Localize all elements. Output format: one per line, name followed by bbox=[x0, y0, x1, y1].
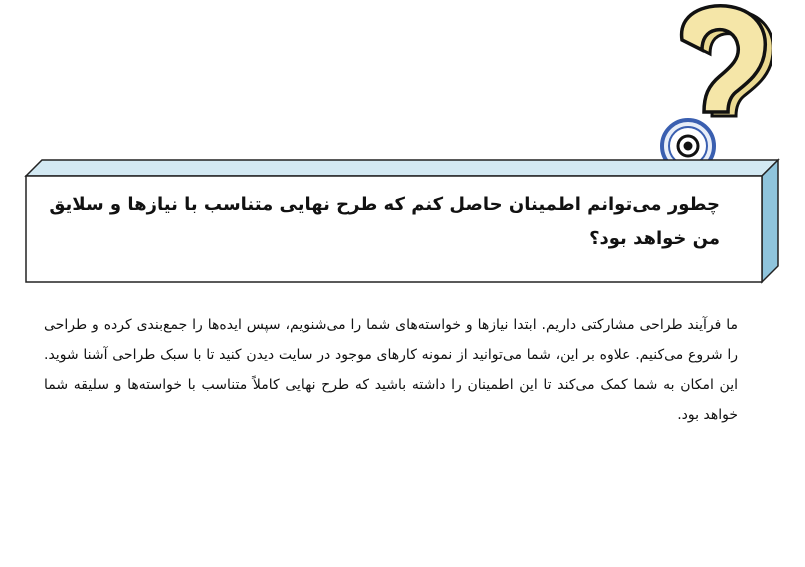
question-mark-icon bbox=[642, 0, 772, 175]
question-mark-fill bbox=[682, 6, 766, 112]
question-text: چطور می‌توانم اطمینان حاصل کنم که طرح نهایی متناسب با نیازها و سلایق من خواهد بود؟ bbox=[49, 194, 720, 249]
answer-text: ما فرآیند طراحی مشارکتی داریم. ابتدا نیازها و خواسته‌های شما را می‌شنویم، سپس ایده‌ها را جمع‌بندی کرده و طراحی را شروع می‌کنیم. علاوه بر این، شما می‌توانید از نمونه کارهای موجود در سایت دیدن کنید تا با سبک طراحی آشنا شوید. این امکان به شما کمک می‌کند تا این اطمینان را داشته باشید که طرح نهایی کاملاً متناسب با خواسته‌ها و سلیقه شما خواهد بود. bbox=[44, 317, 738, 423]
